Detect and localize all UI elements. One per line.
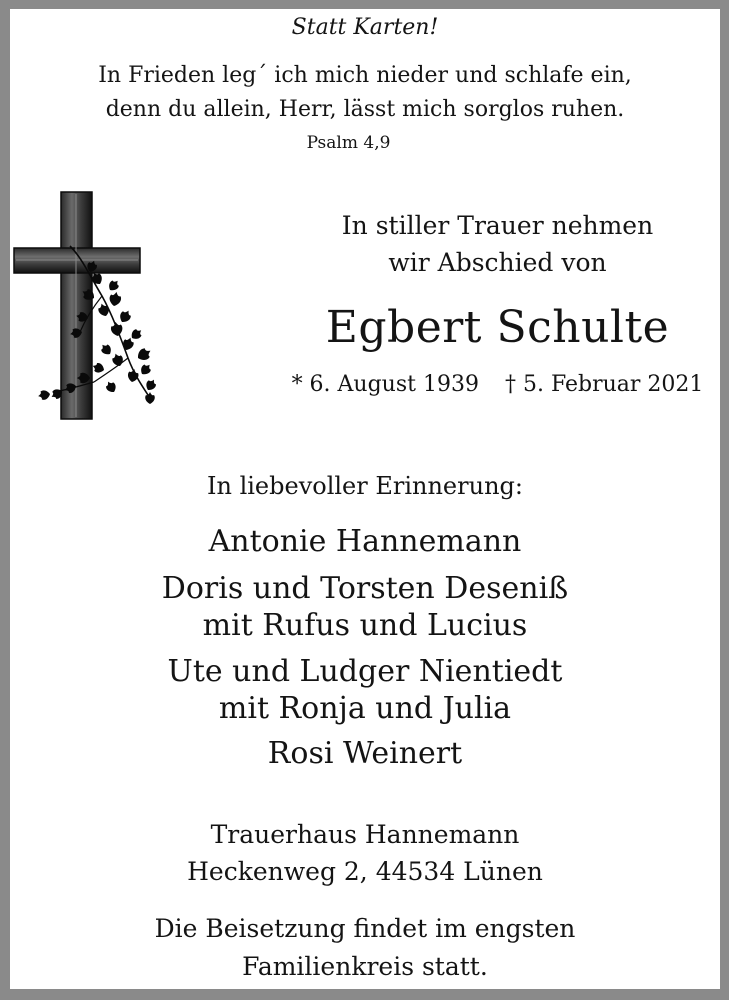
farewell-intro-line-1: In stiller Trauer nehmen [341, 211, 654, 240]
mourner-line: Antonie Hannemann [208, 524, 522, 559]
memory-heading: In liebevoller Erinnerung: [207, 472, 523, 500]
death-date: † 5. Februar 2021 [504, 372, 704, 397]
farewell-intro-line-2: wir Abschied von [388, 248, 607, 277]
mourner-line: mit Ronja und Julia [218, 691, 512, 726]
verse-line-1: In Frieden leg´ ich mich nieder und schlafe ein, [98, 63, 632, 88]
mourner-line: mit Rufus und Lucius [202, 608, 528, 643]
birth-date: * 6. August 1939 [291, 372, 479, 397]
mourner-line: Doris und Torsten Deseniß [161, 571, 569, 606]
verse-reference: Psalm 4,9 [306, 133, 391, 153]
statt-karten-heading: Statt Karten! [291, 15, 439, 40]
mourner-line: Rosi Weinert [267, 736, 463, 771]
burial-note-line-1: Die Beisetzung findet im engsten [154, 914, 576, 943]
burial-note-line-2: Familienkreis statt. [242, 952, 488, 981]
address-line-1: Trauerhaus Hannemann [210, 820, 520, 849]
life-dates [266, 372, 729, 397]
verse-line-2: denn du allein, Herr, lässt mich sorglos ruhen. [105, 97, 625, 122]
cross-with-ivy-icon [10, 186, 157, 421]
deceased-name: Egbert Schulte [325, 302, 670, 353]
address-line-2: Heckenweg 2, 44534 Lünen [187, 857, 543, 886]
mourner-line: Ute und Ludger Nientiedt [167, 654, 563, 689]
